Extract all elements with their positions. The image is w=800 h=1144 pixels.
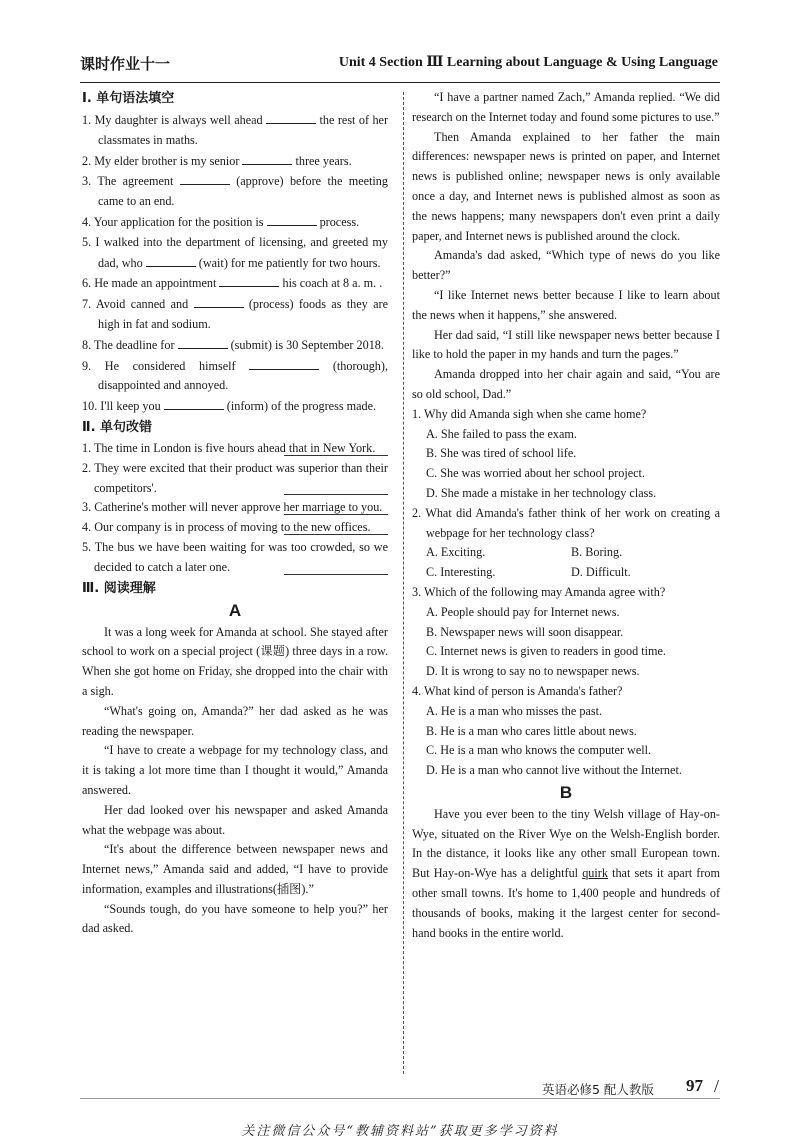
question-block: [412, 504, 720, 583]
fill-item: 4. Your application for the position is process.: [82, 212, 388, 233]
option[interactable]: D. Difficult.: [571, 565, 631, 580]
correction-item: 3. Catherine's mother will never approve her marriage to you.: [82, 498, 388, 518]
paragraph: “It's about the difference between newspaper news and Internet news,” Amanda said and added, “I have to provide information, examples and illustrations(插图).”: [82, 842, 388, 896]
column-divider: [403, 92, 404, 1074]
paragraph: “I like Internet news better because I like to learn about the news when it happens,” she answered.: [412, 287, 720, 322]
underlined-word: quirk: [582, 866, 608, 881]
fill-item: 5. I walked into the department of licensing, and greeted my dad, who (wait) for me patiently for two hours.: [82, 234, 389, 270]
answer-blank[interactable]: [194, 294, 244, 308]
correction-item: 2. They were excited that their product was superior than their competitors'.: [82, 460, 388, 495]
option[interactable]: A. He is a man who misses the past.: [426, 703, 603, 718]
option[interactable]: B. Boring.: [571, 545, 623, 560]
paragraph: It was a long week for Amanda at school. She stayed after school to work on a special project (课题) three days in a row. When she got home on Friday, she dropped into the chair with a sigh.: [82, 624, 388, 698]
correction-item: 1. The time in London is five hours ahead that in New York.: [82, 439, 388, 459]
part3-title: Ⅲ. 阅读理解: [82, 580, 156, 596]
paragraph: Her dad said, “I still like newspaper news better because I like to hold the paper in my hands and turn the pages.”: [412, 327, 720, 362]
fill-item: 2. My elder brother is my senior three years.: [82, 151, 388, 172]
option[interactable]: B. Newspaper news will soon disappear.: [426, 624, 624, 639]
option[interactable]: B. He is a man who cares little about news.: [426, 723, 637, 738]
page-footer: [542, 1076, 720, 1096]
fill-item: 3. The agreement (approve) before the meeting came to an end.: [82, 171, 388, 212]
question-text: 4. What kind of person is Amanda's father?: [412, 683, 623, 698]
watermark-text: 关注微信公众号“教辅资料站”获取更多学习资料: [241, 1124, 559, 1139]
paragraph: “I have to create a webpage for my technology class, and it is taking a lot more time than I thought it would,” Amanda answered.: [82, 743, 388, 797]
answer-blank[interactable]: [267, 212, 317, 226]
right-column: [412, 88, 720, 943]
option[interactable]: A. She failed to pass the exam.: [426, 426, 577, 441]
option[interactable]: C. She was worried about her school project.: [426, 466, 645, 481]
part2-list: [82, 439, 388, 578]
passage-a-label: A: [228, 600, 242, 620]
question-text: 3. Which of the following may Amanda agree with?: [412, 584, 666, 599]
answer-blank[interactable]: [266, 110, 316, 124]
paragraph: “I have a partner named Zach,” Amanda replied. “We did research on the Internet today and found some pictures to use.”: [412, 90, 720, 124]
page-slash: /: [714, 1076, 720, 1096]
unit-section-title: Unit 4 Section Ⅲ Learning about Language & Using Language: [338, 55, 718, 70]
answer-line[interactable]: [284, 455, 388, 456]
correction-item: 5. The bus we have been waiting for was too crowded, so we decided to catch a later one.: [82, 539, 389, 574]
fill-item: 6. He made an appointment his coach at 8 a. m. .: [82, 273, 388, 294]
fill-item: 7. Avoid canned and (process) foods as they are high in fat and sodium.: [82, 294, 388, 335]
option[interactable]: D. He is a man who cannot live without the Internet.: [426, 763, 682, 778]
part1-list: [82, 110, 388, 417]
option[interactable]: C. Interesting.: [426, 565, 496, 580]
fill-item: 8. The deadline for (submit) is 30 September 2018.: [82, 335, 388, 356]
left-column: [82, 88, 388, 939]
option[interactable]: C. He is a man who knows the computer well.: [426, 743, 652, 758]
question-text: 1. Why did Amanda sigh when she came home?: [412, 406, 647, 421]
paragraph: Then Amanda explained to her father the main differences: newspaper news is printed on paper, and Internet news is published online; newspaper news is only available once a day, and Internet news is published almost as soon as the news happens; many newspapers don't even print a daily paper, and Internet news is published around the clock.: [412, 129, 720, 243]
answer-blank[interactable]: [146, 253, 196, 267]
paragraph: “What's going on, Amanda?” her dad asked as he was reading the newspaper.: [82, 703, 388, 738]
option[interactable]: C. Internet news is given to readers in good time.: [426, 644, 666, 659]
homework-title: 课时作业十一: [80, 55, 171, 73]
answer-blank[interactable]: [180, 171, 230, 185]
paragraph: Amanda's dad asked, “Which type of news do you like better?”: [412, 248, 720, 283]
option[interactable]: A. People should pay for Internet news.: [426, 604, 620, 619]
page-number: 97: [686, 1076, 703, 1095]
answer-blank[interactable]: [242, 151, 292, 165]
book-title: 英语必修5 配人教版: [542, 1082, 654, 1097]
part2-title: Ⅱ. 单句改错: [82, 419, 153, 435]
passage-b-label: B: [559, 782, 573, 802]
option[interactable]: A. Exciting.: [426, 545, 486, 560]
option[interactable]: D. She made a mistake in her technology class.: [426, 485, 657, 500]
answer-blank[interactable]: [219, 273, 279, 287]
fill-item: 9. He considered himself (thorough), disappointed and annoyed.: [82, 356, 388, 397]
answer-line[interactable]: [284, 534, 388, 535]
answer-line[interactable]: [284, 494, 388, 495]
question-text: 2. What did Amanda's father think of her work on creating a webpage for her technology class?: [412, 505, 720, 540]
answer-blank[interactable]: [164, 396, 224, 410]
paragraph: Have you ever been to the tiny Welsh village of Hay-on-Wye, situated on the River Wye on the Welsh-English border. In the distance, it looks like any other small European town. But Hay-on-Wye has a delightful quirk that sets it apart from other small towns. It's home to 1,400 people and hundreds of thousands of books, making it the largest center for second-hand books in the entire world.: [412, 806, 720, 940]
question-block: [412, 405, 720, 504]
footer-rule: [80, 1098, 720, 1099]
answer-blank[interactable]: [178, 335, 228, 349]
correction-item: 4. Our company is in process of moving to the new offices.: [82, 518, 388, 538]
page-header: [80, 50, 720, 83]
fill-item: 10. I'll keep you (inform) of the progress made.: [82, 396, 388, 417]
answer-blank[interactable]: [249, 356, 319, 370]
paragraph: “Sounds tough, do you have someone to help you?” her dad asked.: [82, 901, 388, 936]
option[interactable]: D. It is wrong to say no to newspaper news.: [426, 664, 640, 679]
answer-line[interactable]: [284, 574, 388, 575]
paragraph: Amanda dropped into her chair again and said, “You are so old school, Dad.”: [412, 367, 720, 401]
option[interactable]: B. She was tired of school life.: [426, 446, 577, 461]
question-block: [412, 583, 720, 682]
paragraph: Her dad looked over his newspaper and asked Amanda what the webpage was about.: [82, 802, 388, 837]
question-block: [412, 682, 720, 781]
answer-line[interactable]: [284, 514, 388, 515]
fill-item: 1. My daughter is always well ahead the rest of her classmates in maths.: [82, 110, 388, 151]
part1-title: Ⅰ. 单句语法填空: [82, 91, 175, 106]
